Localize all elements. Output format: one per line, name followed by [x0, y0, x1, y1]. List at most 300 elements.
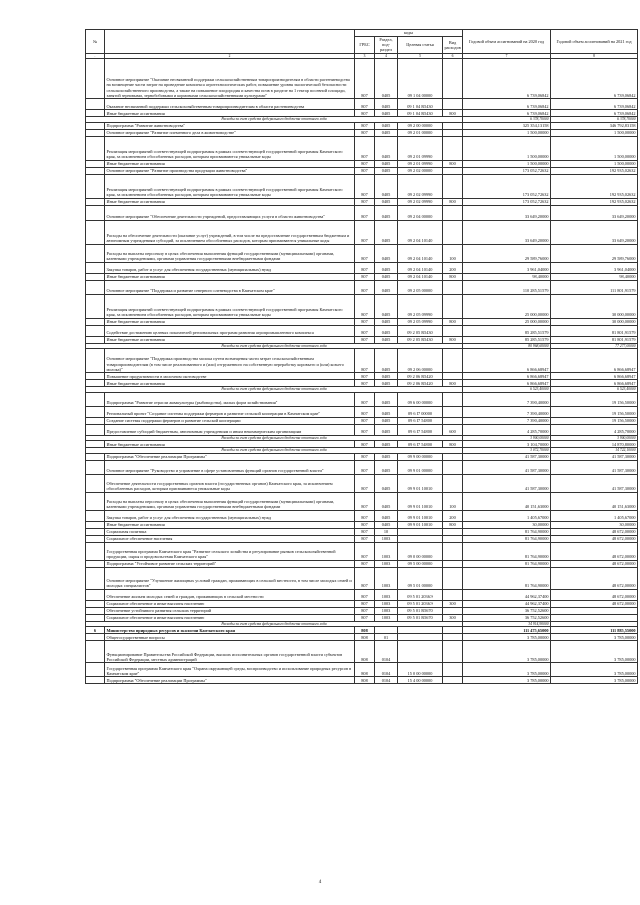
cell-name: Основное мероприятие "Развитие племенного дела в животноводстве" [105, 129, 355, 136]
col-index: 3 [355, 53, 375, 58]
cell-2021: 81 801,91579 [551, 336, 638, 343]
cell-grbs: 807 [355, 244, 375, 262]
cell-2021: 3 785,00000 [551, 677, 638, 684]
cell-number [86, 318, 105, 325]
cell-2020: 81 764,90000 [463, 528, 551, 535]
cell-2020: 7 390,40000 [463, 392, 551, 406]
cell-2021: 19 156,50000 [551, 417, 638, 424]
cell-2020: 40 151,63000 [463, 492, 551, 510]
cell-2021: 98,40000 [551, 273, 638, 280]
cell-csr: 15 0 00 00000 [398, 663, 443, 677]
cell-number [86, 198, 105, 205]
cell-vr [443, 453, 463, 460]
cell-2020: 110 285,51579 [463, 280, 551, 294]
cell-2021: 6 739,06842 [551, 59, 638, 99]
cell-name: Реализация мероприятий соответствующей подпрограммы в рамках соответствующей государственной программы Камчатского края, за исключением обособленных расходов, которым присваиваются уникальные коды [105, 294, 355, 318]
cell-2020: 173 052,72632 [463, 198, 551, 205]
table-row [86, 614, 638, 621]
cell-grbs: 808 [355, 677, 375, 684]
cell-2020: 25 000,00000 [463, 318, 551, 325]
cell-name: Подпрограмма "Обеспечение реализации Программы" [105, 677, 355, 684]
table-row [86, 521, 638, 528]
cell-2020: 7 390,40000 [463, 417, 551, 424]
cell-grbs: 807 [355, 349, 375, 373]
cell-grbs: 807 [355, 336, 375, 343]
cell-csr [398, 627, 443, 634]
cell-2020: 41 587,30000 [463, 453, 551, 460]
cell-vr [443, 220, 463, 244]
cell-2020: 81 764,90000 [463, 560, 551, 567]
cell-grbs: 807 [355, 560, 375, 567]
cell-number [86, 542, 105, 560]
table-row [86, 198, 638, 205]
cell-2020: 4 285,70000 [463, 424, 551, 435]
cell-number [86, 663, 105, 677]
cell-name: Основное мероприятие "Улучшение жилищных условий граждан, проживающих в сельской местности, в том числе молодых семей и молодых специалистов" [105, 567, 355, 589]
cell-name: Министерство природных ресурсов и экологии Камчатского края [105, 627, 355, 634]
cell-csr: 09 5 01 R5670 [398, 614, 443, 621]
cell-vr [443, 205, 463, 220]
cell-2021: 192 935,02632 [551, 198, 638, 205]
cell-csr [398, 641, 443, 663]
table-row [86, 294, 638, 318]
table-row [86, 492, 638, 510]
cell-2021: 111 885,55000 [551, 627, 638, 634]
table-row [86, 318, 638, 325]
cell-2020: 41 587,30000 [463, 474, 551, 492]
cell-vr: 300 [443, 600, 463, 607]
cell-grbs: 807 [355, 567, 375, 589]
cell-grbs: 807 [355, 441, 375, 448]
table-row [86, 273, 638, 280]
cell-number [86, 607, 105, 614]
cell-number [86, 220, 105, 244]
cell-razdel: 0405 [375, 474, 398, 492]
cell-vr: 200 [443, 510, 463, 521]
cell-2021: 6 523,40000 [551, 387, 638, 393]
cell-grbs: 808 [355, 641, 375, 663]
cell-grbs: 807 [355, 600, 375, 607]
table-row [86, 406, 638, 417]
table-row [86, 460, 638, 474]
cell-2021: 48 672,00000 [551, 528, 638, 535]
cell-razdel: 0405 [375, 99, 398, 110]
cell-number [86, 424, 105, 435]
cell-razdel: 0104 [375, 677, 398, 684]
cell-number [86, 492, 105, 510]
cell-razdel: 1003 [375, 535, 398, 542]
cell-name: Социальное обеспечение и иные выплаты населению [105, 600, 355, 607]
table-row [86, 535, 638, 542]
cell-number [86, 510, 105, 521]
cell-grbs: 807 [355, 174, 375, 198]
cell-2020: 81 764,90000 [463, 542, 551, 560]
cell-grbs: 808 [355, 627, 375, 634]
cell-razdel: 0405 [375, 244, 398, 262]
subtotal-label: Расходы за счет средств федерального бюджета отчетного года [86, 448, 463, 454]
cell-2021 [551, 607, 638, 614]
cell-grbs: 807 [355, 205, 375, 220]
cell-name: Реализация мероприятий соответствующей подпрограммы в рамках соответствующей государственной программы Камчатского края, за исключением обособленных расходов, которым присваиваются уникальные коды [105, 136, 355, 160]
cell-razdel: 0405 [375, 453, 398, 460]
cell-2020: 3 961,04000 [463, 262, 551, 273]
cell-2021: 3 785,00000 [551, 641, 638, 663]
cell-2021: 48 672,00000 [551, 560, 638, 567]
cell-2021: 41 587,30000 [551, 474, 638, 492]
cell-number [86, 59, 105, 99]
cell-number [86, 567, 105, 589]
cell-csr: 09 6 I7 54800 [398, 417, 443, 424]
cell-csr: 09 1 04 R5430 [398, 99, 443, 110]
cell-razdel: 0405 [375, 380, 398, 387]
table-row [86, 174, 638, 198]
budget-table-body [86, 59, 638, 684]
cell-2021: 48 672,00000 [551, 589, 638, 600]
cell-grbs: 807 [355, 521, 375, 528]
header-vr: Вид расходов [443, 37, 463, 54]
cell-2021: 14 870,80000 [551, 441, 638, 448]
cell-grbs: 807 [355, 280, 375, 294]
table-row [86, 677, 638, 684]
cell-name: Иные бюджетные ассигнования [105, 318, 355, 325]
header-grbs: ГРБС [355, 37, 375, 54]
cell-grbs: 807 [355, 129, 375, 136]
cell-csr: 09 2 05 00000 [398, 280, 443, 294]
cell-razdel: 1003 [375, 560, 398, 567]
cell-vr: 600 [443, 424, 463, 435]
cell-csr: 09 2 01 09990 [398, 136, 443, 160]
cell-grbs: 807 [355, 589, 375, 600]
cell-name: Иные бюджетные ассигнования [105, 273, 355, 280]
table-row [86, 600, 638, 607]
cell-2020: 7 390,40000 [463, 406, 551, 417]
cell-csr: 09 5 01 2036Э [398, 600, 443, 607]
cell-vr [443, 280, 463, 294]
cell-razdel: 0405 [375, 417, 398, 424]
cell-vr [443, 99, 463, 110]
cell-2021: 6 378,70000 [551, 117, 638, 123]
cell-2020: 1 500,00000 [463, 160, 551, 167]
cell-csr: 09 5 01 R5670 [398, 607, 443, 614]
cell-2020: 85 285,51579 [463, 325, 551, 336]
col-index: 4 [375, 53, 398, 58]
cell-vr [443, 325, 463, 336]
cell-number [86, 325, 105, 336]
cell-name: Расходы на выплаты персоналу в целях обеспечения выполнения функций государственными (муниципальными) органами, казенными учреждениями, органами управления государственными внебюджетными фондами [105, 244, 355, 262]
cell-grbs: 807 [355, 294, 375, 318]
cell-razdel: 0405 [375, 325, 398, 336]
cell-number [86, 528, 105, 535]
cell-2021: 33 649,20000 [551, 220, 638, 244]
cell-number [86, 453, 105, 460]
cell-csr: 09 2 06 R5420 [398, 373, 443, 380]
table-row [86, 167, 638, 174]
cell-name: Повышение продуктивности в молочном скотоводстве [105, 373, 355, 380]
table-row [86, 220, 638, 244]
subtotal-label: Расходы за счет средств федерального бюджета отчетного года [86, 435, 463, 441]
cell-2020: 1 500,00000 [463, 136, 551, 160]
table-row [86, 262, 638, 273]
table-row [86, 663, 638, 677]
cell-number [86, 406, 105, 417]
cell-2021: 1 500,00000 [551, 136, 638, 160]
cell-2021: 192 935,02632 [551, 174, 638, 198]
cell-csr: 09 5 01 2036Э [398, 589, 443, 600]
cell-2021: 48 672,00000 [551, 600, 638, 607]
cell-2020: 6 739,06842 [463, 99, 551, 110]
cell-csr: 09 9 01 10010 [398, 510, 443, 521]
cell-name: Основное мероприятие "Поддержка производства молока путем возмещения части затрат сельскохозяйственным товаропроизводителям (в том числе реализованного и (или) отгруженного на собственную переработку коровьего и (или) козьего молока)" [105, 349, 355, 373]
cell-grbs: 807 [355, 136, 375, 160]
cell-grbs: 807 [355, 110, 375, 117]
cell-csr: 09 2 04 10140 [398, 262, 443, 273]
col-index: 7 [463, 53, 551, 58]
cell-2021: 81 801,91579 [551, 325, 638, 336]
cell-2021: 41 587,30000 [551, 460, 638, 474]
header-2020: Годовой объем ассигнований на 2020 год [463, 30, 551, 54]
cell-2021: 6 866,68947 [551, 373, 638, 380]
cell-2021: 1 500,00000 [551, 129, 638, 136]
cell-2020: 44 962,37400 [463, 600, 551, 607]
cell-csr: 09 2 02 00000 [398, 167, 443, 174]
cell-name: Иные бюджетные ассигнования [105, 380, 355, 387]
cell-2020: 30,00000 [463, 521, 551, 528]
cell-vr: 100 [443, 244, 463, 262]
cell-2020: 6 378,70000 [463, 117, 551, 123]
cell-2021: 48 672,00000 [551, 542, 638, 560]
cell-2020: 81 764,90000 [463, 535, 551, 542]
cell-csr: 09 2 05 R5430 [398, 325, 443, 336]
cell-name: Социальное обеспечение населения [105, 535, 355, 542]
cell-razdel: 0405 [375, 174, 398, 198]
cell-name: Обеспечение жильем молодых семей и граждан, проживающих в сельской местности [105, 589, 355, 600]
cell-number [86, 136, 105, 160]
cell-vr [443, 528, 463, 535]
cell-number: 6 [86, 627, 105, 634]
cell-2021: 77 277,00000 [551, 343, 638, 349]
cell-name: Основное мероприятие "Обеспечение деятельности учреждений, предоставляющих услуги в области животноводства" [105, 205, 355, 220]
cell-vr [443, 406, 463, 417]
cell-name: Расходы на обеспечение деятельности (оказание услуг) учреждений, в том числе на предоставление государственным бюджетным и автономным учреждениям субсидий, за исключением обособленных расходов, которым присваиваются уникальные коды [105, 220, 355, 244]
cell-grbs: 807 [355, 380, 375, 387]
cell-razdel: 1003 [375, 600, 398, 607]
cell-grbs: 807 [355, 453, 375, 460]
cell-number [86, 280, 105, 294]
cell-grbs: 808 [355, 634, 375, 641]
cell-vr: 800 [443, 380, 463, 387]
cell-name: Предоставление субсидий бюджетным, автономным учреждениям и иным некоммерческим организациям [105, 424, 355, 435]
cell-vr [443, 417, 463, 424]
cell-2021: 111 801,91579 [551, 280, 638, 294]
budget-table [85, 29, 638, 684]
cell-number [86, 244, 105, 262]
cell-razdel: 1003 [375, 567, 398, 589]
cell-grbs: 807 [355, 160, 375, 167]
cell-grbs: 808 [355, 663, 375, 677]
cell-vr [443, 677, 463, 684]
table-row [86, 349, 638, 373]
table-row [86, 280, 638, 294]
cell-grbs: 807 [355, 614, 375, 621]
cell-vr [443, 59, 463, 99]
cell-number [86, 262, 105, 273]
cell-2021: 41 587,30000 [551, 453, 638, 460]
cell-grbs: 807 [355, 59, 375, 99]
cell-2021: 3 900,00000 [551, 435, 638, 441]
cell-grbs: 807 [355, 535, 375, 542]
cell-csr: 09 1 04 R5430 [398, 110, 443, 117]
cell-vr [443, 641, 463, 663]
cell-number [86, 614, 105, 621]
cell-grbs: 807 [355, 325, 375, 336]
table-row [86, 373, 638, 380]
cell-2020: 3 785,00000 [463, 677, 551, 684]
cell-vr: 800 [443, 160, 463, 167]
cell-2020: 111 475,65000 [463, 627, 551, 634]
table-row [86, 136, 638, 160]
cell-vr: 200 [443, 262, 463, 273]
table-row [86, 110, 638, 117]
cell-razdel: 0405 [375, 205, 398, 220]
cell-vr [443, 136, 463, 160]
cell-name: Иные бюджетные ассигнования [105, 521, 355, 528]
cell-number [86, 99, 105, 110]
cell-vr [443, 589, 463, 600]
subtotal-label: Расходы за счет средств федерального бюджета отчетного года [86, 621, 463, 627]
cell-grbs: 807 [355, 492, 375, 510]
cell-vr [443, 567, 463, 589]
cell-number [86, 294, 105, 318]
cell-razdel: 0405 [375, 318, 398, 325]
cell-csr: 09 2 00 00000 [398, 122, 443, 129]
cell-name: Государственная программа Камчатского края "Развитие сельского хозяйства и регулирование рынков сельскохозяйственной продукции, сырья и продовольствия Камчатского края" [105, 542, 355, 560]
cell-razdel: 0405 [375, 392, 398, 406]
cell-vr [443, 349, 463, 373]
cell-name: Основное мероприятие "Поддержка и развитие северного оленеводства в Камчатском крае" [105, 280, 355, 294]
cell-vr [443, 294, 463, 318]
cell-2021: 14 722,10000 [551, 448, 638, 454]
cell-number [86, 174, 105, 198]
cell-number [86, 535, 105, 542]
cell-2020: 3 785,00000 [463, 641, 551, 663]
cell-grbs: 807 [355, 122, 375, 129]
cell-name: Содействие достижению целевых показателей региональных программ развития агропромышленного комплекса [105, 325, 355, 336]
cell-razdel: 0405 [375, 160, 398, 167]
cell-2020: 6 866,68947 [463, 380, 551, 387]
cell-grbs: 807 [355, 460, 375, 474]
cell-2020: 34 914,90000 [463, 621, 551, 627]
cell-2020: 85 285,51579 [463, 336, 551, 343]
cell-csr: 09 9 00 00000 [398, 453, 443, 460]
cell-2020: 25 000,00000 [463, 294, 551, 318]
cell-2020: 36 752,52600 [463, 614, 551, 621]
table-row [86, 510, 638, 521]
cell-number [86, 589, 105, 600]
header-name [105, 30, 355, 54]
cell-csr [398, 528, 443, 535]
table-row [86, 160, 638, 167]
cell-csr: 09 2 05 09990 [398, 294, 443, 318]
cell-vr: 800 [443, 198, 463, 205]
cell-2021: 1 500,00000 [551, 160, 638, 167]
table-row [86, 380, 638, 387]
cell-vr: 100 [443, 492, 463, 510]
cell-number [86, 677, 105, 684]
cell-razdel: 1003 [375, 589, 398, 600]
cell-razdel: 0104 [375, 641, 398, 663]
cell-vr: 800 [443, 273, 463, 280]
cell-2021: 3 785,00000 [551, 663, 638, 677]
cell-csr: 09 5 01 00000 [398, 567, 443, 589]
cell-razdel: 0405 [375, 220, 398, 244]
cell-grbs: 807 [355, 220, 375, 244]
cell-number [86, 205, 105, 220]
table-row [86, 453, 638, 460]
cell-razdel: 0405 [375, 167, 398, 174]
cell-vr [443, 167, 463, 174]
cell-csr: 09 9 01 00000 [398, 460, 443, 474]
col-index: 8 [551, 53, 638, 58]
table-row [86, 627, 638, 634]
cell-2020: 3 900,00000 [463, 435, 551, 441]
cell-name: Обеспечение деятельности государственных органов власти (государственных органов) Камчатского края, за исключением обособленных расходов, которым присваиваются уникальные коды [105, 474, 355, 492]
cell-razdel: 0104 [375, 663, 398, 677]
cell-csr: 09 0 00 00000 [398, 542, 443, 560]
cell-name: Подпрограмма "Развитие животноводства" [105, 122, 355, 129]
cell-grbs: 807 [355, 198, 375, 205]
cell-name: Создание системы поддержки фермеров и развитие сельской кооперации [105, 417, 355, 424]
cell-csr: 09 9 01 10010 [398, 492, 443, 510]
cell-vr [443, 392, 463, 406]
cell-2020: 6 866,68947 [463, 349, 551, 373]
cell-number [86, 167, 105, 174]
cell-vr [443, 634, 463, 641]
cell-2021: 4 285,70000 [551, 424, 638, 435]
table-row [86, 560, 638, 567]
cell-2021: 6 866,68947 [551, 380, 638, 387]
cell-name: Иные бюджетные ассигнования [105, 160, 355, 167]
cell-number [86, 521, 105, 528]
col-index: 5 [398, 53, 443, 58]
cell-csr: 09 6 00 00000 [398, 392, 443, 406]
cell-razdel: 0405 [375, 122, 398, 129]
cell-number [86, 560, 105, 567]
cell-csr: 09 2 04 10140 [398, 273, 443, 280]
cell-2020: 80 968,60000 [463, 343, 551, 349]
cell-name: Подпрограмма "Обеспечение реализации Программы" [105, 453, 355, 460]
col-index: 6 [443, 53, 463, 58]
table-row [86, 129, 638, 136]
cell-csr: 09 2 05 09990 [398, 318, 443, 325]
cell-csr: 09 2 02 09990 [398, 174, 443, 198]
cell-razdel: 0405 [375, 136, 398, 160]
cell-grbs: 807 [355, 392, 375, 406]
cell-grbs: 807 [355, 373, 375, 380]
cell-grbs: 807 [355, 528, 375, 535]
cell-name: Государственная программа Камчатского края "Охрана окружающей среды, воспроизводство и использование природных ресурсов в Камчатском крае" [105, 663, 355, 677]
cell-razdel: 1003 [375, 542, 398, 560]
cell-name: Иные бюджетные ассигнования [105, 336, 355, 343]
cell-2020: 3 104,70000 [463, 441, 551, 448]
cell-razdel: 0405 [375, 280, 398, 294]
cell-name: Иные бюджетные ассигнования [105, 441, 355, 448]
cell-grbs: 807 [355, 406, 375, 417]
cell-vr [443, 474, 463, 492]
cell-number [86, 129, 105, 136]
cell-2021: 19 156,50000 [551, 392, 638, 406]
cell-razdel: 0405 [375, 460, 398, 474]
table-row [86, 336, 638, 343]
